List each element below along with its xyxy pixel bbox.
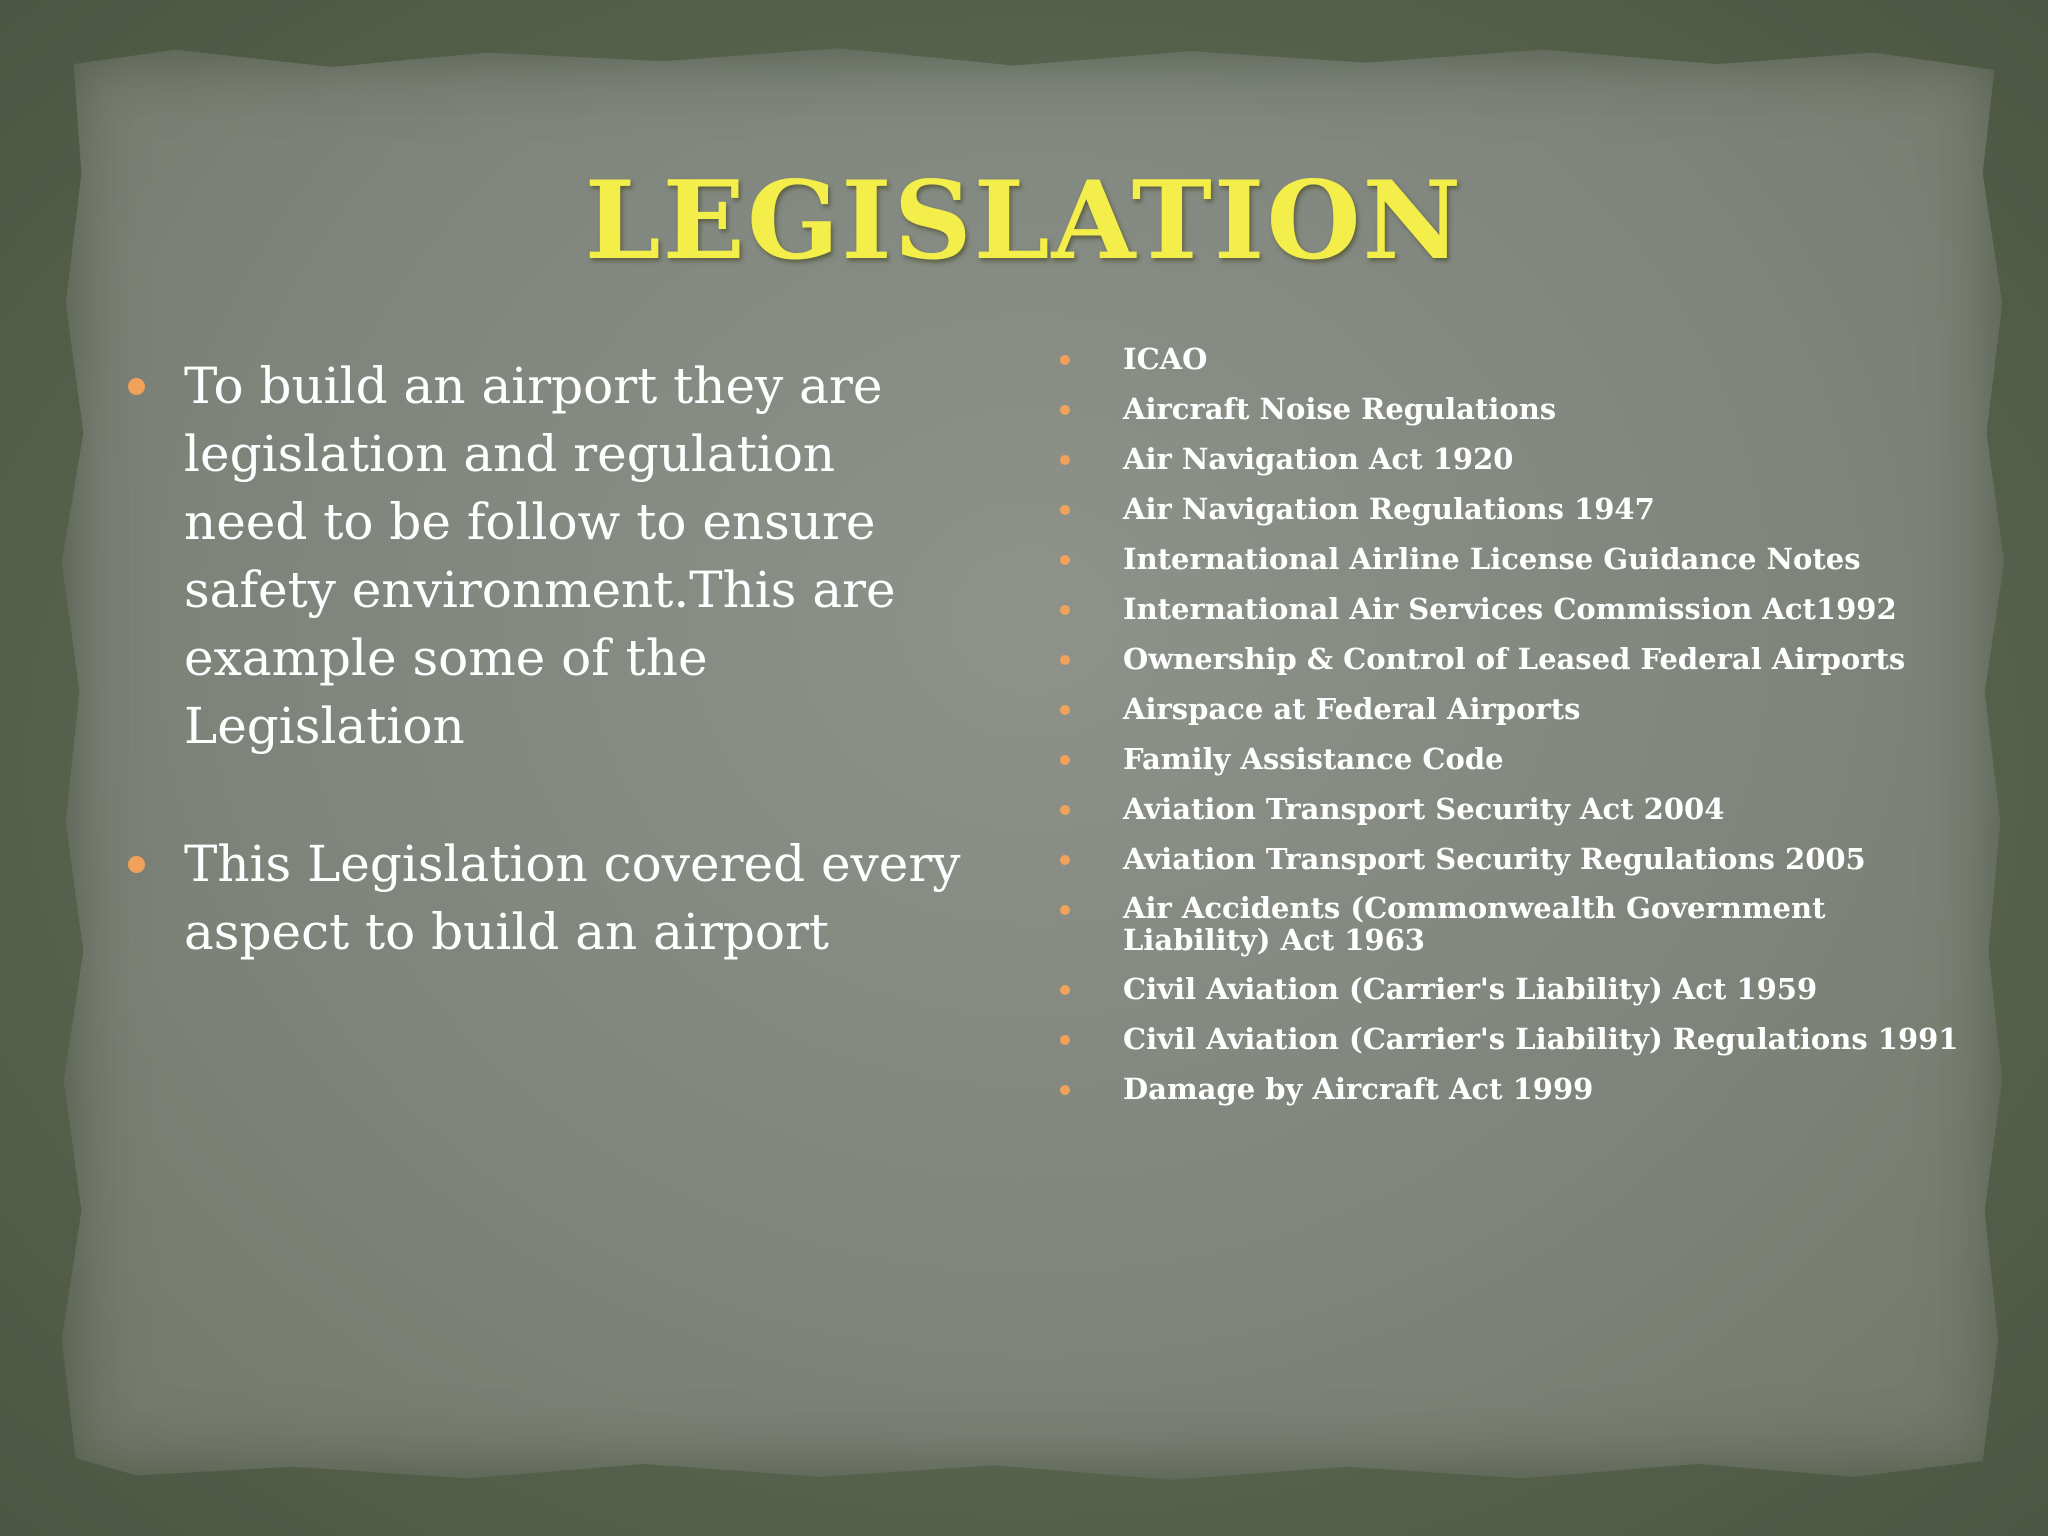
legislation-list: [1060, 342, 1960, 1122]
legislation-item-text: Air Navigation Regulations 1947: [1123, 492, 1655, 526]
legislation-item-text: Civil Aviation (Carrier's Liability) Act 1959: [1123, 972, 1818, 1006]
legislation-item-text: International Air Services Commission Act1992: [1123, 592, 1897, 626]
left-bullet-list: [128, 352, 968, 966]
legislation-item-text: Aviation Transport Security Act 2004: [1123, 792, 1725, 826]
legislation-item-text: Air Navigation Act 1920: [1123, 442, 1514, 476]
slide-title: LEGISLATION: [584, 158, 1464, 284]
bullet-dot-icon: [1060, 355, 1070, 365]
bullet-dot-icon: [1060, 755, 1070, 765]
bullet-dot-icon: [128, 856, 145, 873]
legislation-item-text: Air Accidents (Commonwealth Government Liability) Act 1963: [1123, 891, 1826, 957]
bullet-dot-icon: [1060, 1085, 1070, 1095]
legislation-item-text: Family Assistance Code: [1123, 742, 1504, 776]
bullet-dot-icon: [1060, 805, 1070, 815]
legislation-item-text: Aircraft Noise Regulations: [1123, 392, 1557, 426]
bullet-dot-icon: [1060, 985, 1070, 995]
bullet-dot-icon: [128, 378, 145, 395]
bullet-dot-icon: [1060, 605, 1070, 615]
legislation-item: [1060, 592, 1960, 626]
legislation-item: [1060, 842, 1960, 876]
legislation-item: [1060, 542, 1960, 576]
legislation-item: [1060, 742, 1960, 776]
legislation-item-text: Airspace at Federal Airports: [1123, 692, 1581, 726]
legislation-item: [1060, 642, 1960, 676]
legislation-item-text: Damage by Aircraft Act 1999: [1123, 1072, 1594, 1106]
left-bullet-text: This Legislation covered every aspect to build an airport: [184, 835, 961, 961]
bullet-dot-icon: [1060, 455, 1070, 465]
legislation-item: [1060, 442, 1960, 476]
legislation-item-text: Civil Aviation (Carrier's Liability) Regulations 1991: [1123, 1022, 1959, 1056]
left-bullet-text: To build an airport they are legislation and regulation need to be follow to ensure safety environment.This are example some of the Legislation: [184, 357, 896, 755]
legislation-item-text: International Airline License Guidance Notes: [1123, 542, 1861, 576]
legislation-item: [1060, 792, 1960, 826]
left-bullet-item: [128, 352, 968, 760]
bullet-dot-icon: [1060, 655, 1070, 665]
left-bullet-item: [128, 830, 968, 966]
legislation-item: [1060, 392, 1960, 426]
legislation-item: [1060, 892, 1960, 956]
bullet-dot-icon: [1060, 1035, 1070, 1045]
bullet-dot-icon: [1060, 905, 1070, 915]
legislation-item-text: ICAO: [1123, 342, 1208, 376]
bullet-dot-icon: [1060, 405, 1070, 415]
legislation-item: [1060, 972, 1960, 1006]
legislation-item: [1060, 1022, 1960, 1056]
legislation-item-text: Ownership & Control of Leased Federal Airports: [1123, 642, 1906, 676]
bullet-dot-icon: [1060, 855, 1070, 865]
legislation-item: [1060, 342, 1960, 376]
bullet-dot-icon: [1060, 705, 1070, 715]
legislation-item: [1060, 492, 1960, 526]
bullet-dot-icon: [1060, 555, 1070, 565]
legislation-item-text: Aviation Transport Security Regulations 2005: [1123, 842, 1866, 876]
legislation-item: [1060, 692, 1960, 726]
bullet-dot-icon: [1060, 505, 1070, 515]
legislation-item: [1060, 1072, 1960, 1106]
